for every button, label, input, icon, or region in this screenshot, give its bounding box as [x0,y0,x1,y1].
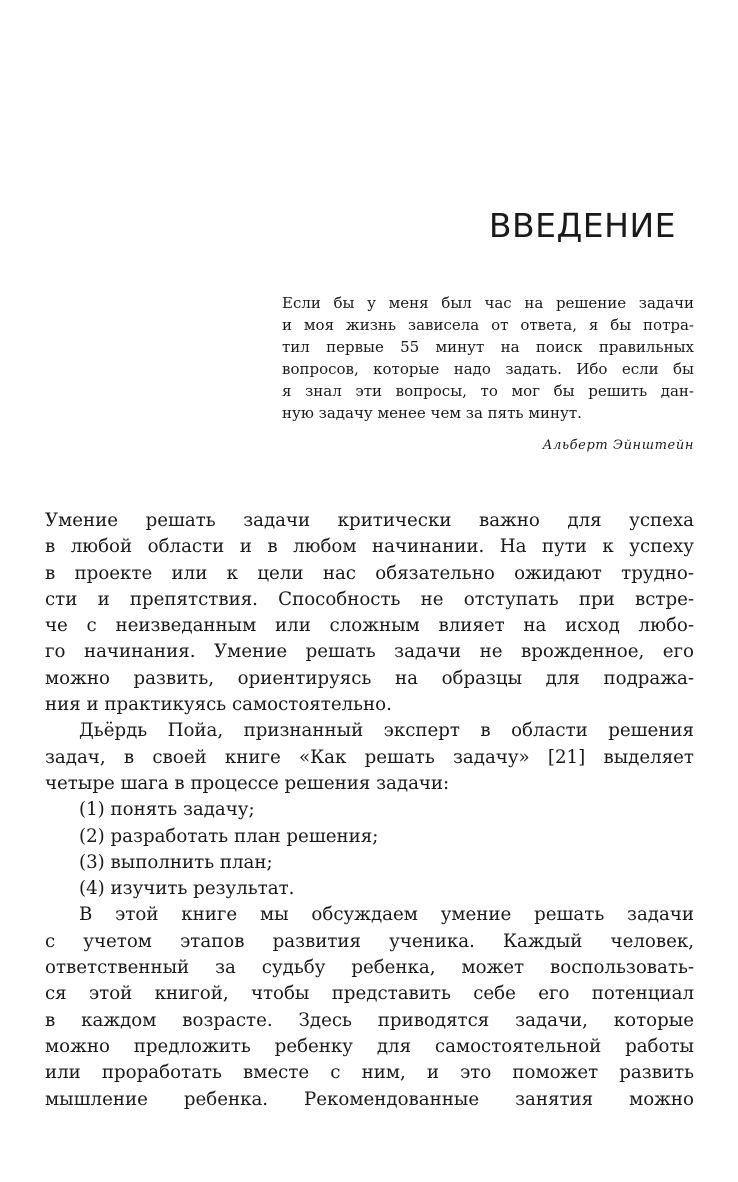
step-item: (1) понять задачу; [79,799,255,821]
epigraph-line: и моя жизнь зависела от ответа, я бы потра- [282,316,694,334]
epigraph-line: я знал эти вопросы, то мог бы решить дан- [282,382,694,400]
epigraph-author: Альберт Эйнштейн [542,438,694,453]
paragraph-1-line: в проекте или к цели нас обязательно ожидают трудно- [45,562,694,584]
step-item: (2) разработать план решения; [79,825,379,847]
paragraph-3-line: ся этой книгой, чтобы представить себе его потенциал [45,983,694,1005]
paragraph-1-line: можно развить, ориентируясь на образцы для подража- [45,667,694,689]
paragraph-2-line: Дьёрдь Пойа, признанный эксперт в области решения [79,720,694,742]
epigraph-quote [282,292,694,424]
paragraph-3-line: В этой книге мы обсуждаем умение решать задачи [79,904,694,926]
paragraph-3-line: в каждом возрасте. Здесь приводятся задачи, которые [45,1009,694,1031]
paragraph-3-line: или проработать вместе с ним, и это поможет развить [45,1062,694,1084]
paragraph-3-line: ответственный за судьбу ребенка, может воспользовать- [45,957,694,979]
paragraph-2-line: четыре шага в процессе решения задачи: [45,772,450,794]
paragraph-1-line: Умение решать задачи критически важно для успеха [45,510,694,531]
paragraph-1-line: ния и практикуясь самостоятельно. [45,694,392,716]
epigraph-line: Если бы у меня был час на решение задачи [282,294,694,312]
epigraph-line: ную задачу менее чем за пять минут. [282,404,582,422]
paragraph-3-line: мышление ребенка. Рекомендованные занятия можно [45,1088,694,1110]
paragraph-1-line: че с неизведанным или сложным влияет на исход любо- [45,615,694,637]
step-item: (3) выполнить план; [79,851,273,873]
paragraph-3-line: можно предложить ребенку для самостоятельной работы [45,1035,694,1057]
paragraph-1-line: сти и препятствия. Способность не отступать при встре- [45,588,694,610]
epigraph-line: тил первые 55 минут на поиск правильных [282,338,694,356]
epigraph-line: вопросов, которые надо задать. Ибо если бы [282,360,694,378]
step-item: (4) изучить результат. [79,878,295,900]
paragraph-2-line: задач, в своей книге «Как решать задачу» [21] выделяет [45,746,694,768]
paragraph-1-line: в любой области и в любом начинании. На пути к успеху [45,536,694,558]
body-text [45,508,694,1113]
paragraph-3-line: с учетом этапов развития ученика. Каждый человек, [45,930,694,952]
paragraph-1-line: го начинания. Умение решать задачи не врожденное, его [45,641,694,663]
chapter-title: ВВЕДЕНИЕ [488,206,676,245]
